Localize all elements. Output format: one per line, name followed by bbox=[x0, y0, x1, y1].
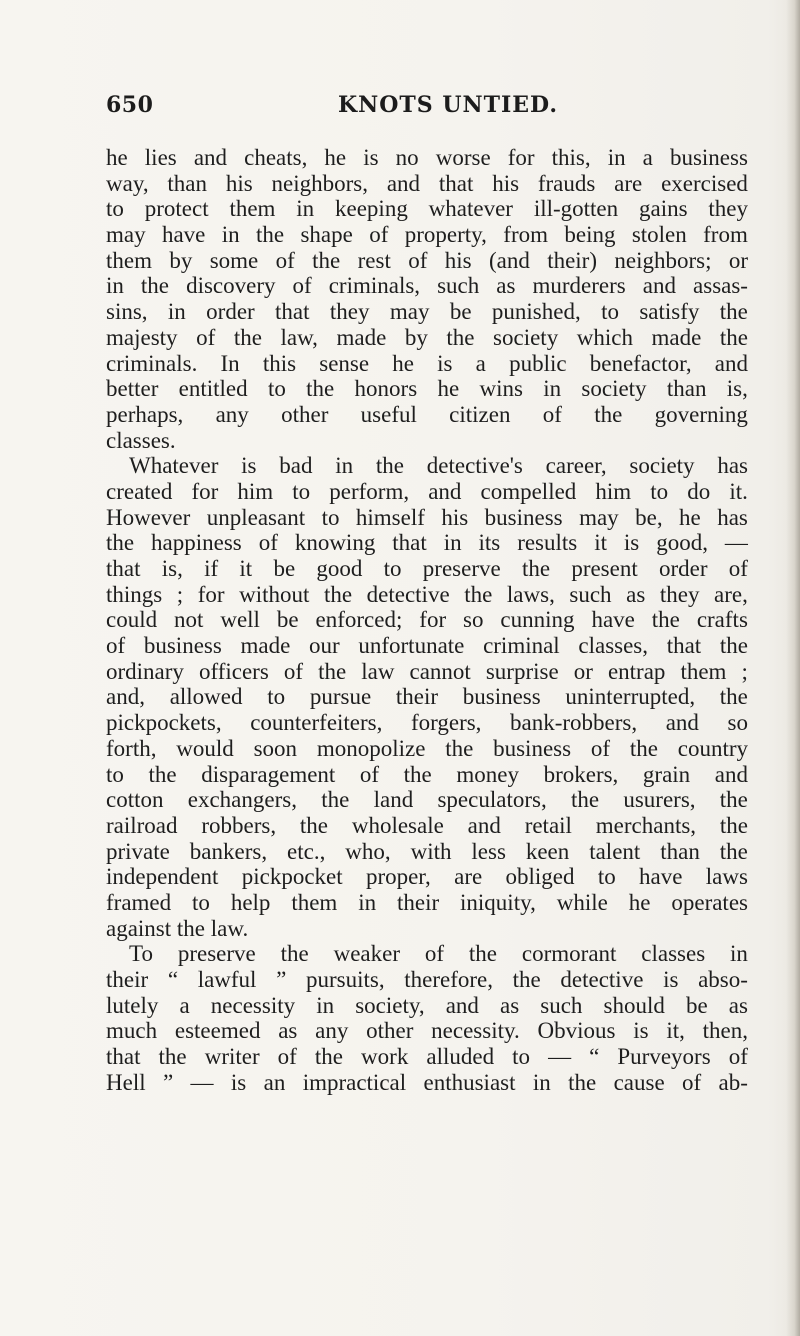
text-line: that is, if it be good to preserve the present order of bbox=[106, 556, 748, 581]
text-line: to protect them in keeping whatever ill-gotten gains they bbox=[106, 196, 748, 222]
text-line: Whatever is bad in the detective's career, society has bbox=[129, 453, 748, 479]
text-line: them by some of the rest of his (and their) neighbors; or bbox=[106, 247, 748, 273]
text-line: may have in the shape of property, from being stolen from bbox=[106, 222, 748, 248]
text-line: Hell ” — is an impractical enthusiast in the cause of ab- bbox=[106, 1069, 748, 1095]
text-line: much esteemed as any other necessity. Obvious is it, then, bbox=[106, 1018, 748, 1044]
text-line: independent pickpocket proper, are obliged to have laws bbox=[106, 864, 748, 890]
text-line: classes. bbox=[106, 427, 176, 453]
page-number: 650 bbox=[106, 92, 154, 118]
text-line: private bankers, etc., who, with less keen talent than the bbox=[106, 838, 748, 864]
text-line: forth, would soon monopolize the business of the country bbox=[106, 735, 748, 761]
body-text bbox=[106, 145, 748, 1095]
text-line: their “ lawful ” pursuits, therefore, the detective is abso- bbox=[106, 967, 748, 992]
running-title: KNOTS UNTIED. bbox=[338, 92, 558, 118]
text-line: that the writer of the work alluded to — “ Purveyors of bbox=[106, 1044, 748, 1070]
text-line: created for him to perform, and compelled him to do it. bbox=[106, 478, 748, 504]
text-line: ordinary officers of the law cannot surprise or entrap them ; bbox=[106, 658, 748, 684]
text-line: things ; for without the detective the laws, such as they are, bbox=[106, 581, 748, 607]
text-line: and, allowed to pursue their business uninterrupted, the bbox=[106, 684, 748, 710]
text-line: against the law. bbox=[106, 915, 249, 941]
text-line: pickpockets, counterfeiters, forgers, bank-robbers, and so bbox=[106, 710, 748, 736]
text-line: sins, in order that they may be punished, to satisfy the bbox=[106, 299, 748, 325]
text-line: railroad robbers, the wholesale and retail merchants, the bbox=[106, 812, 748, 838]
text-line: perhaps, any other useful citizen of the governing bbox=[106, 401, 748, 427]
text-line: majesty of the law, made by the society which made the bbox=[106, 324, 748, 350]
text-line: he lies and cheats, he is no worse for this, in a business bbox=[106, 145, 748, 170]
text-line: However unpleasant to himself his business may be, he has bbox=[106, 504, 748, 530]
text-line: framed to help them in their iniquity, while he operates bbox=[106, 889, 748, 915]
page-edge-shadow bbox=[786, 0, 800, 1336]
running-header bbox=[106, 92, 746, 126]
text-line: to the disparagement of the money brokers, grain and bbox=[106, 761, 748, 787]
text-line: in the discovery of criminals, such as murderers and assas- bbox=[106, 273, 748, 299]
text-line: the happiness of knowing that in its results it is good, — bbox=[106, 530, 748, 556]
text-line: better entitled to the honors he wins in society than is, bbox=[106, 376, 748, 402]
text-line: cotton exchangers, the land speculators, the usurers, the bbox=[106, 787, 748, 813]
text-line: To preserve the weaker of the cormorant classes in bbox=[129, 941, 748, 967]
text-line: lutely a necessity in society, and as such should be as bbox=[106, 992, 748, 1018]
text-line: could not well be enforced; for so cunning have the crafts bbox=[106, 607, 748, 633]
text-line: criminals. In this sense he is a public benefactor, and bbox=[106, 350, 748, 376]
text-line: way, than his neighbors, and that his frauds are exercised bbox=[106, 170, 748, 196]
text-line: of business made our unfortunate criminal classes, that the bbox=[106, 633, 748, 659]
